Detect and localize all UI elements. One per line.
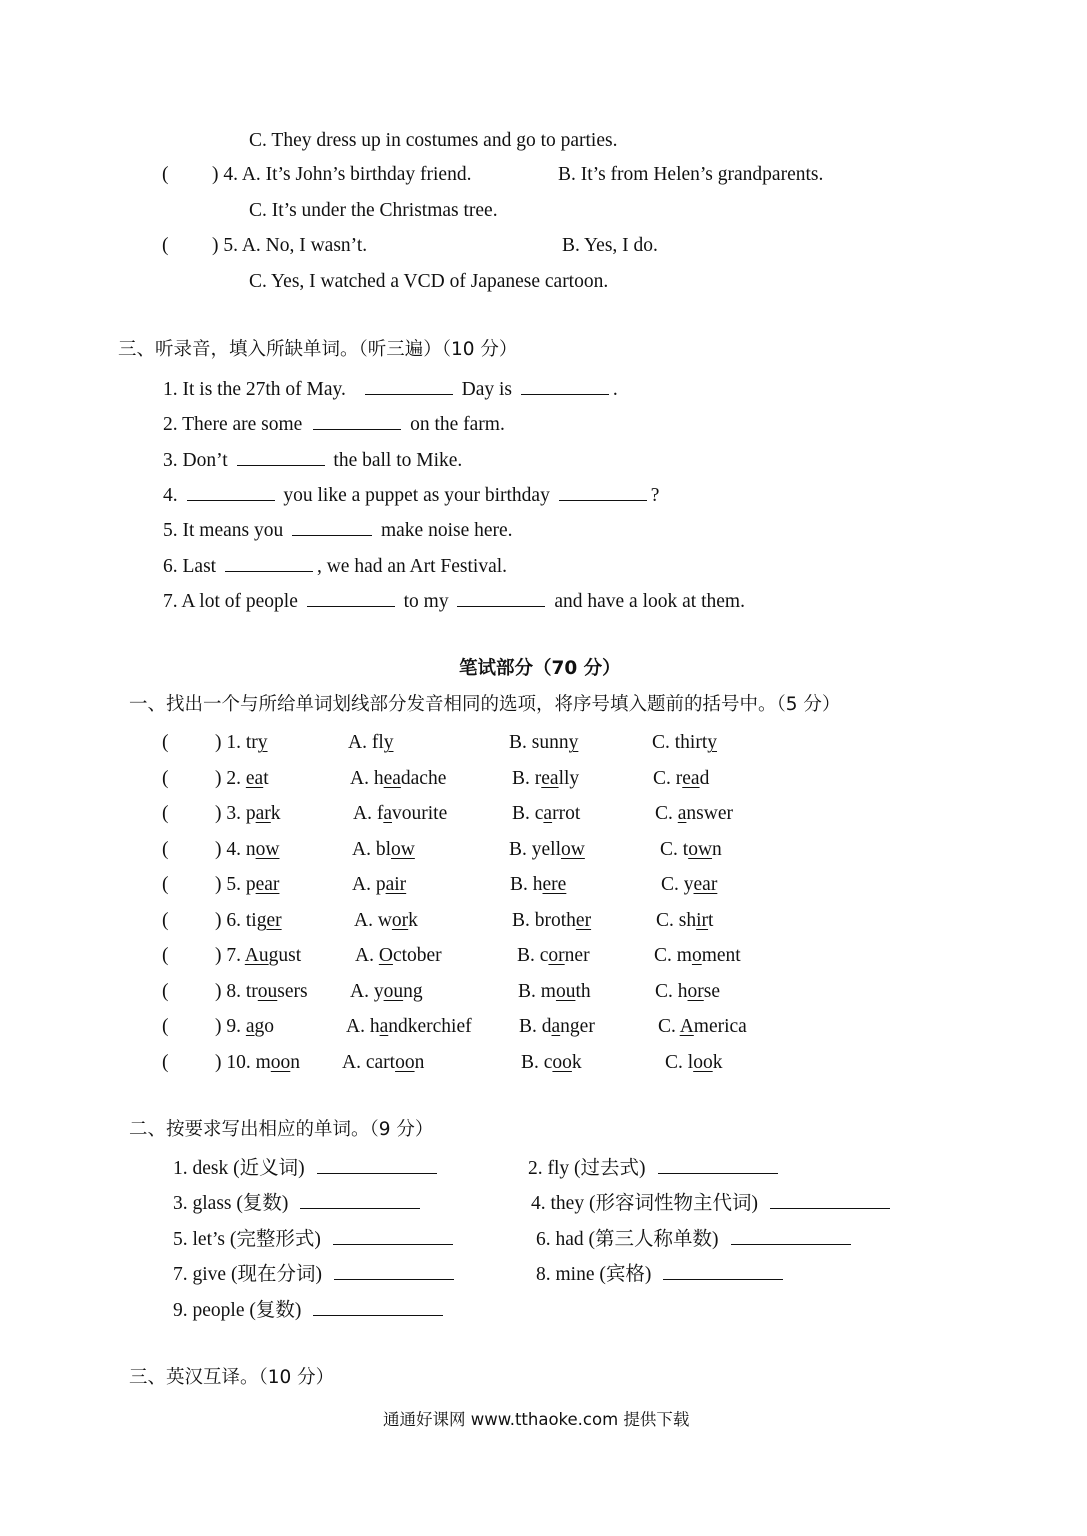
question-word: ) 4. now	[215, 839, 280, 860]
phonics-option-c	[652, 733, 717, 753]
phonics-option-b	[518, 982, 591, 1002]
underlined-sound: ea	[682, 768, 700, 789]
question-word: ) 2. eat	[215, 768, 269, 789]
answer-blank[interactable]	[225, 555, 313, 572]
phonics-question-word	[215, 911, 282, 931]
option-word: B. danger	[519, 1016, 595, 1037]
underlined-sound: y	[257, 732, 268, 753]
phonics-option-a	[352, 875, 406, 895]
underlined-sound: a	[245, 1016, 255, 1037]
word-form-item-1: 1. desk (近义词)	[173, 1157, 441, 1179]
phonics-question-word	[215, 840, 279, 860]
phonics-option-a	[353, 804, 447, 824]
phonics-option-a	[346, 1017, 472, 1037]
option-word: B. really	[512, 768, 580, 789]
underlined-sound: ar	[255, 803, 271, 824]
underlined-sound: Au	[244, 945, 269, 966]
q4-option-b: B. It’s from Helen’s grandparents.	[558, 164, 824, 185]
option-word: A. headache	[350, 768, 447, 789]
phonics-option-a	[355, 946, 442, 966]
underlined-sound: ir	[696, 910, 709, 931]
word-forms-heading: 二、按要求写出相应的单词。（9 分）	[129, 1119, 434, 1140]
underlined-sound: o	[691, 945, 702, 966]
underlined-sound: oo	[693, 1052, 713, 1073]
underlined-sound: ou	[383, 981, 404, 1002]
answer-paren[interactable]: (	[162, 910, 169, 931]
word-form-item-9: 9. people (复数)	[173, 1299, 447, 1321]
answer-paren[interactable]: (	[162, 981, 169, 1002]
underlined-sound: O	[378, 945, 393, 966]
underlined-sound: ea	[383, 768, 401, 789]
option-word: C. year	[661, 874, 718, 895]
underlined-sound: er	[575, 910, 592, 931]
question-word: ) 9. ago	[215, 1016, 275, 1037]
underlined-sound: ea	[541, 768, 559, 789]
underlined-sound: oo	[552, 1052, 572, 1073]
word-form-item-5: 5. let’s (完整形式)	[173, 1228, 457, 1250]
fill-line-3: 3. Don’t the ball to Mike.	[163, 450, 463, 471]
underlined-sound: y	[383, 732, 394, 753]
phonics-option-c	[655, 804, 733, 824]
answer-blank[interactable]	[317, 1157, 437, 1174]
phonics-question-word	[215, 1053, 300, 1073]
underlined-sound: er	[266, 910, 282, 931]
answer-blank[interactable]	[237, 449, 325, 466]
phonics-option-b	[510, 875, 566, 895]
option-word: A. work	[354, 910, 418, 931]
q5-option-a: A. No, I wasn’t.	[241, 235, 368, 256]
underlined-sound: oo	[270, 1052, 291, 1073]
phonics-option-c	[656, 911, 713, 931]
question-word: ) 10. moon	[215, 1052, 301, 1073]
answer-blank[interactable]	[333, 1228, 453, 1245]
answer-paren[interactable]: (	[162, 945, 169, 966]
option-word: B. sunny	[509, 732, 579, 753]
answer-blank[interactable]	[313, 1299, 443, 1316]
question-word: ) 7. August	[215, 945, 302, 966]
underlined-sound: air	[385, 874, 407, 895]
underlined-sound: a	[543, 803, 553, 824]
option-word: B. carrot	[512, 803, 581, 824]
phonics-option-c	[654, 946, 741, 966]
phonics-option-c	[661, 875, 717, 895]
underlined-sound: ere	[542, 874, 567, 895]
phonics-question-word	[215, 769, 269, 789]
q4-row: ( ) 4. A. It’s John’s birthday friend.	[162, 164, 472, 185]
answer-blank[interactable]	[365, 378, 453, 395]
phonics-option-c	[665, 1053, 722, 1073]
listen-fill-heading: 三、听录音，填入所缺单词。（听三遍）（10 分）	[118, 339, 518, 360]
question-word: ) 8. trousers	[215, 981, 308, 1002]
phonics-option-a	[352, 840, 415, 860]
option-word: C. look	[665, 1052, 723, 1073]
underlined-sound: or	[391, 910, 409, 931]
phonics-option-c	[660, 840, 722, 860]
option-word: B. brother	[512, 910, 592, 931]
underlined-sound: a	[551, 1016, 561, 1037]
phonics-option-b	[519, 1017, 595, 1037]
phonics-question-word	[215, 875, 279, 895]
q4-option-a: A. It’s John’s birthday friend.	[241, 164, 472, 185]
translate-heading: 三、英汉互译。（10 分）	[129, 1367, 335, 1388]
phonics-question-word	[215, 804, 281, 824]
option-word: C. horse	[655, 981, 721, 1002]
option-word: B. mouth	[518, 981, 591, 1002]
answer-blank[interactable]	[663, 1263, 783, 1280]
fill-line-2: 2. There are some on the farm.	[163, 414, 505, 435]
option-word: A. pair	[352, 874, 407, 895]
underlined-sound: ow	[391, 839, 415, 860]
answer-paren[interactable]: (	[162, 874, 169, 895]
phonics-option-a	[342, 1053, 424, 1073]
option-word: C. town	[660, 839, 722, 860]
fill-line-7: 7. A lot of people to my and have a look at them.	[163, 591, 745, 612]
phonics-option-a	[354, 911, 418, 931]
phonics-option-b	[512, 769, 579, 789]
underlined-sound: or	[687, 981, 704, 1002]
answer-blank[interactable]	[658, 1157, 778, 1174]
phonics-option-a	[350, 982, 423, 1002]
phonics-question-word	[215, 733, 268, 753]
underlined-sound: ear	[693, 874, 718, 895]
phonics-heading: 一、找出一个与所给单词划线部分发音相同的选项，将序号填入题前的括号中。（5 分）	[129, 694, 841, 715]
underlined-sound: ow	[255, 839, 280, 860]
phonics-option-a	[350, 769, 446, 789]
option-word: A. handkerchief	[346, 1016, 472, 1037]
option-word: A. blow	[352, 839, 415, 860]
q5-number: ) 5.	[212, 235, 238, 256]
phonics-option-b	[509, 840, 585, 860]
answer-paren[interactable]: (	[162, 1052, 169, 1073]
answer-blank[interactable]	[187, 484, 275, 501]
answer-blank[interactable]	[559, 484, 647, 501]
option-word: A. favourite	[353, 803, 448, 824]
phonics-question-word	[215, 946, 301, 966]
underlined-sound: ou	[257, 981, 278, 1002]
fill-line-1: 1. It is the 27th of May. Day is .	[163, 379, 618, 400]
underlined-sound: ear	[255, 874, 280, 895]
answer-blank[interactable]	[521, 378, 609, 395]
underlined-sound: ow	[561, 839, 585, 860]
answer-blank[interactable]	[334, 1263, 454, 1280]
q4-number: ) 4.	[212, 164, 238, 185]
question-word: ) 5. pear	[215, 874, 280, 895]
option-word: B. here	[510, 874, 567, 895]
answer-paren[interactable]: (	[162, 803, 169, 824]
phonics-option-a	[348, 733, 394, 753]
underlined-sound: ow	[688, 839, 713, 860]
word-form-item-7: 7. give (现在分词)	[173, 1263, 458, 1285]
word-form-item-4: 4. they (形容词性物主代词)	[531, 1192, 894, 1214]
option-word: B. cook	[521, 1052, 582, 1073]
underlined-sound: A	[679, 1016, 694, 1037]
option-word: C. America	[658, 1016, 747, 1037]
answer-paren[interactable]: (	[162, 732, 169, 753]
option-word: C. answer	[655, 803, 733, 824]
written-section-title: 笔试部分（70 分）	[459, 658, 621, 679]
underlined-sound: ou	[555, 981, 576, 1002]
underlined-sound: or	[548, 945, 565, 966]
answer-blank[interactable]	[300, 1192, 420, 1209]
q5-row: ( ) 5. A. No, I wasn’t.	[162, 235, 368, 256]
phonics-option-b	[512, 911, 591, 931]
underlined-sound: ea	[245, 768, 264, 789]
option-word: C. shirt	[656, 910, 714, 931]
phonics-option-b	[509, 733, 578, 753]
phonics-question-word	[215, 982, 308, 1002]
underlined-sound: a	[677, 803, 687, 824]
question-word: ) 3. park	[215, 803, 281, 824]
option-word: A. young	[350, 981, 423, 1002]
q5-option-b: B. Yes, I do.	[562, 235, 658, 256]
question-word: ) 6. tiger	[215, 910, 282, 931]
word-form-item-3: 3. glass (复数)	[173, 1192, 424, 1214]
option-word: C. moment	[654, 945, 741, 966]
answer-blank[interactable]	[457, 590, 545, 607]
option-word: B. corner	[517, 945, 590, 966]
underlined-sound: a	[379, 1016, 389, 1037]
option-word: B. yellow	[509, 839, 585, 860]
q4-option-c: C. It’s under the Christmas tree.	[249, 200, 498, 221]
question-word: ) 1. try	[215, 732, 268, 753]
option-word: C. thirty	[652, 732, 718, 753]
underlined-sound: y	[568, 732, 579, 753]
phonics-option-b	[521, 1053, 582, 1073]
option-word: A. fly	[348, 732, 394, 753]
fill-line-6: 6. Last , we had an Art Festival.	[163, 556, 508, 577]
fill-line-5: 5. It means you make noise here.	[163, 520, 513, 541]
option-word: A. cartoon	[342, 1052, 425, 1073]
phonics-question-word	[215, 1017, 274, 1037]
word-form-item-6: 6. had (第三人称单数)	[536, 1228, 855, 1250]
answer-paren[interactable]: (	[162, 768, 169, 789]
phonics-option-b	[517, 946, 590, 966]
answer-blank[interactable]	[770, 1192, 890, 1209]
answer-paren[interactable]: (	[162, 839, 169, 860]
answer-paren[interactable]: (	[162, 1016, 169, 1037]
fill-line-4: 4. you like a puppet as your birthday ?	[163, 485, 660, 506]
underlined-sound: oo	[395, 1052, 415, 1073]
q5-option-c: C. Yes, I watched a VCD of Japanese cartoon.	[249, 271, 609, 292]
phonics-option-b	[512, 804, 580, 824]
option-word: A. October	[355, 945, 442, 966]
phonics-option-c	[655, 982, 720, 1002]
answer-blank[interactable]	[313, 413, 401, 430]
underlined-sound: a	[383, 803, 392, 824]
phonics-option-c	[658, 1017, 747, 1037]
option-word: C. read	[653, 768, 710, 789]
word-form-item-2: 2. fly (过去式)	[528, 1157, 782, 1179]
answer-blank[interactable]	[292, 519, 372, 536]
q3-option-c: C. They dress up in costumes and go to parties.	[249, 130, 618, 151]
word-form-item-8: 8. mine (宾格)	[536, 1263, 787, 1285]
page-footer: 通通好课网 www.tthaoke.com 提供下载	[383, 1410, 690, 1429]
phonics-option-c	[653, 769, 709, 789]
answer-blank[interactable]	[731, 1228, 851, 1245]
answer-blank[interactable]	[307, 590, 395, 607]
underlined-sound: y	[707, 732, 718, 753]
